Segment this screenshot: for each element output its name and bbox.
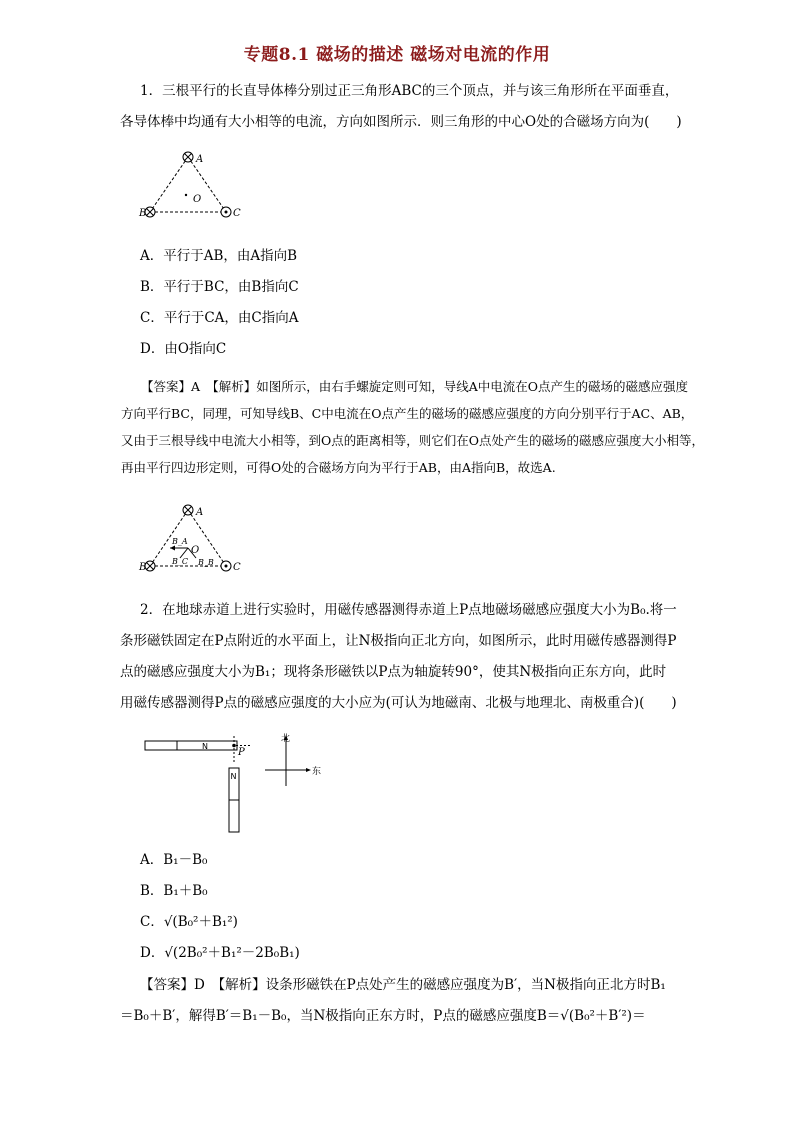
horizontal-magnet: [145, 741, 237, 750]
label-o: O: [193, 194, 202, 205]
q1-option-a: A．平行于AB，由A指向B: [140, 248, 298, 264]
q2-option-d: D．√(2B₀²＋B₁²－2B₀B₁): [140, 945, 300, 961]
q2-answer-line-2: ＝B₀＋B′，解得B′＝B₁－B₀，当N极指向正东方时，P点的磁感应强度B＝√(B₀²＋B′²)＝: [120, 1008, 646, 1024]
label-bb: B_B: [198, 558, 214, 567]
q2-line-2: 条形磁铁固定在P点附近的水平面上，让N极指向正北方向，如图所示，此时用磁传感器测得P: [120, 633, 677, 649]
dot-current-icon: [221, 561, 231, 571]
q2-option-b: B．B₁＋B₀: [140, 883, 208, 899]
dot-current-icon: [221, 207, 231, 217]
label-o: O: [191, 545, 200, 556]
label-bc: B_C: [172, 557, 188, 566]
label-p: P: [238, 747, 245, 758]
label-n-horizontal: N: [202, 742, 208, 751]
label-a: A: [196, 507, 204, 518]
label-c: C: [233, 208, 241, 219]
q1-option-d: D．由O指向C: [140, 341, 227, 357]
q1-answer-line-3: 又由于三根导线中电流大小相等，到O点的距离相等，则它们在O点处产生的磁场的磁感应强度大小相等，: [121, 433, 704, 448]
label-b: B: [139, 562, 147, 573]
q1-option-c: C．平行于CA，由C指向A: [140, 310, 299, 326]
label-n-vertical: N: [230, 772, 237, 781]
label-ba: B_A: [172, 537, 188, 546]
triangle-figure-1: [130, 145, 250, 230]
point-p: [232, 744, 236, 748]
q2-line-1: 2．在地球赤道上进行实验时，用磁传感器测得赤道上P点地磁场磁感应强度大小为B₀.将一: [140, 602, 677, 618]
q2-line-4: 用磁传感器测得P点的磁感应强度的大小应为(可认为地磁南、北极与地理北、南极重合)( ): [120, 695, 677, 711]
cross-current-icon: [183, 152, 193, 162]
q1-answer-line-1: 【答案】A 【解析】如图所示，由右手螺旋定则可知，导线A中电流在O点产生的磁场的磁感应强度: [141, 379, 689, 394]
q2-option-a: A．B₁－B₀: [140, 852, 208, 868]
q2-line-3: 点的磁感应强度大小为B₁；现将条形磁铁以P点为轴旋转90°，使其N极指向正东方向，此时: [120, 664, 667, 680]
cross-current-icon: [183, 505, 193, 515]
q1-answer-line-2: 方向平行BC，同理，可知导线B、C中电流在O点产生的磁场的磁感应强度的方向分别平行于AC、AB，: [121, 406, 694, 421]
label-a: A: [196, 154, 204, 165]
cross-current-icon: [145, 561, 155, 571]
east-arrow-icon: [306, 768, 311, 772]
label-c: C: [233, 562, 241, 573]
cross-current-icon: [145, 207, 155, 217]
label-north: 北: [281, 734, 291, 744]
q1-line-2: 各导体棒中均通有大小相等的电流，方向如图所示．则三角形的中心O处的合磁场方向为( ): [120, 114, 682, 130]
label-b: B: [139, 208, 147, 219]
triangle-figure-2: [130, 498, 250, 583]
q1-option-b: B．平行于BC，由B指向C: [140, 279, 299, 295]
magnet-figure: [140, 728, 330, 838]
q2-answer-line-1: 【答案】D 【解析】设条形磁铁在P点处产生的磁感应强度为B′，当N极指向正北方时B₁: [140, 977, 666, 993]
q1-line-1: 1．三根平行的长直导体棒分别过正三角形ABC的三个顶点，并与该三角形所在平面垂直，: [140, 83, 679, 99]
center-point: [185, 194, 187, 196]
q1-answer-line-4: 再由平行四边形定则，可得O处的合磁场方向为平行于AB，由A指向B，故选A.: [121, 460, 556, 475]
q2-option-c: C．√(B₀²＋B₁²): [140, 914, 238, 930]
page-title: 专题8.1 磁场的描述 磁场对电流的作用: [243, 45, 551, 65]
label-east: 东: [312, 767, 322, 777]
